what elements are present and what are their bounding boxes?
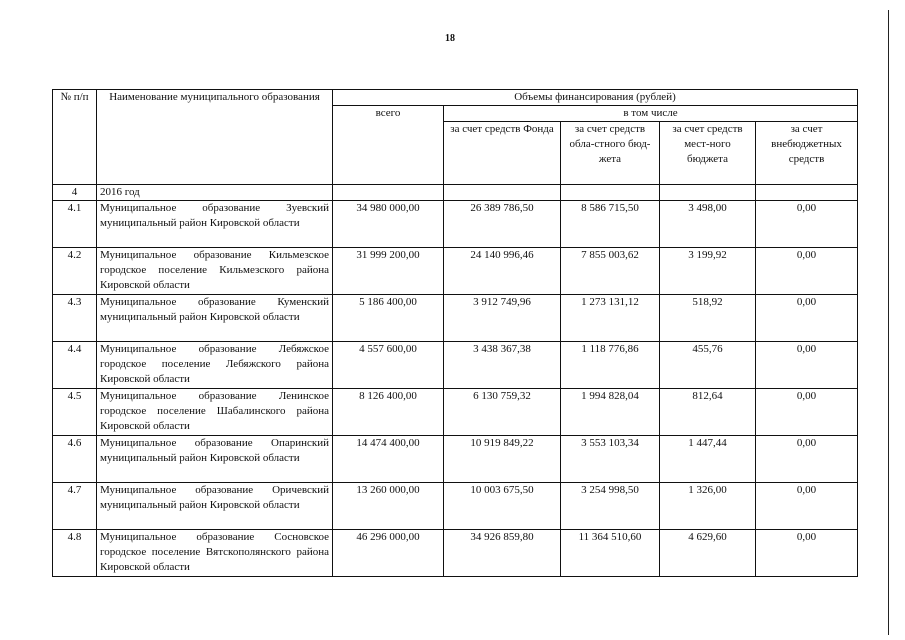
year-row-empty — [333, 185, 444, 201]
row-fund: 26 389 786,50 — [444, 201, 561, 248]
row-fund: 6 130 759,32 — [444, 389, 561, 436]
year-row-num: 4 — [53, 185, 97, 201]
year-row-empty — [756, 185, 858, 201]
table-row — [53, 201, 858, 248]
table-row — [53, 342, 858, 389]
header-extra: за счет внебюджетных средств — [756, 122, 858, 185]
year-row-empty — [660, 185, 756, 201]
row-regional: 7 855 003,62 — [561, 248, 660, 295]
header-num: № п/п — [53, 90, 97, 185]
table-row — [53, 436, 858, 483]
row-extra: 0,00 — [756, 436, 858, 483]
row-name: Муниципальное образование Зуевский муниципальный район Кировской области — [97, 201, 333, 248]
row-extra: 0,00 — [756, 530, 858, 577]
header-volumes: Объемы финансирования (рублей) — [333, 90, 858, 106]
header-row-1 — [53, 90, 858, 106]
row-local: 1 326,00 — [660, 483, 756, 530]
row-name: Муниципальное образование Опаринский муниципальный район Кировской области — [97, 436, 333, 483]
row-regional: 3 553 103,34 — [561, 436, 660, 483]
row-total: 8 126 400,00 — [333, 389, 444, 436]
row-num: 4.4 — [53, 342, 97, 389]
row-fund: 10 919 849,22 — [444, 436, 561, 483]
row-fund: 24 140 996,46 — [444, 248, 561, 295]
row-extra: 0,00 — [756, 295, 858, 342]
header-total: всего — [333, 106, 444, 185]
header-name: Наименование муниципального образования — [97, 90, 333, 185]
row-num: 4.3 — [53, 295, 97, 342]
row-total: 5 186 400,00 — [333, 295, 444, 342]
row-name: Муниципальное образование Оричевский муниципальный район Кировской области — [97, 483, 333, 530]
row-fund: 3 438 367,38 — [444, 342, 561, 389]
row-regional: 11 364 510,60 — [561, 530, 660, 577]
row-num: 4.2 — [53, 248, 97, 295]
row-num: 4.8 — [53, 530, 97, 577]
year-row-empty — [444, 185, 561, 201]
row-extra: 0,00 — [756, 483, 858, 530]
year-row-empty — [561, 185, 660, 201]
row-extra: 0,00 — [756, 248, 858, 295]
row-total: 34 980 000,00 — [333, 201, 444, 248]
page-edge-line — [888, 10, 889, 635]
row-regional: 8 586 715,50 — [561, 201, 660, 248]
row-regional: 3 254 998,50 — [561, 483, 660, 530]
row-extra: 0,00 — [756, 201, 858, 248]
row-extra: 0,00 — [756, 342, 858, 389]
row-total: 46 296 000,00 — [333, 530, 444, 577]
row-num: 4.6 — [53, 436, 97, 483]
row-regional: 1 273 131,12 — [561, 295, 660, 342]
row-name: Муниципальное образование Лебяжское городское поселение Лебяжского района Кировской области — [97, 342, 333, 389]
table-row — [53, 483, 858, 530]
table-row — [53, 530, 858, 577]
row-total: 14 474 400,00 — [333, 436, 444, 483]
row-name: Муниципальное образование Куменский муниципальный район Кировской области — [97, 295, 333, 342]
row-name: Муниципальное образование Кильмезское городское поселение Кильмезского района Кировской области — [97, 248, 333, 295]
row-local: 455,76 — [660, 342, 756, 389]
row-num: 4.5 — [53, 389, 97, 436]
row-total: 31 999 200,00 — [333, 248, 444, 295]
header-fund: за счет средств Фонда — [444, 122, 561, 185]
page-number: 18 — [445, 33, 455, 44]
row-extra: 0,00 — [756, 389, 858, 436]
row-name: Муниципальное образование Сосновское городское поселение Вятскополянского района Кировской области — [97, 530, 333, 577]
financing-table — [52, 89, 858, 577]
header-including: в том числе — [444, 106, 858, 122]
row-local: 1 447,44 — [660, 436, 756, 483]
header-local: за счет средств мест-ного бюджета — [660, 122, 756, 185]
row-num: 4.1 — [53, 201, 97, 248]
header-regional: за счет средств обла-стного бюд-жета — [561, 122, 660, 185]
table-row — [53, 248, 858, 295]
row-regional: 1 118 776,86 — [561, 342, 660, 389]
row-fund: 3 912 749,96 — [444, 295, 561, 342]
row-local: 3 498,00 — [660, 201, 756, 248]
year-row — [53, 185, 858, 201]
table-row — [53, 389, 858, 436]
row-local: 3 199,92 — [660, 248, 756, 295]
row-num: 4.7 — [53, 483, 97, 530]
row-local: 518,92 — [660, 295, 756, 342]
year-row-label: 2016 год — [97, 185, 333, 201]
row-fund: 10 003 675,50 — [444, 483, 561, 530]
row-fund: 34 926 859,80 — [444, 530, 561, 577]
row-local: 812,64 — [660, 389, 756, 436]
row-total: 4 557 600,00 — [333, 342, 444, 389]
table-row — [53, 295, 858, 342]
row-local: 4 629,60 — [660, 530, 756, 577]
row-total: 13 260 000,00 — [333, 483, 444, 530]
row-name: Муниципальное образование Ленинское городское поселение Шабалинского района Кировской области — [97, 389, 333, 436]
row-regional: 1 994 828,04 — [561, 389, 660, 436]
